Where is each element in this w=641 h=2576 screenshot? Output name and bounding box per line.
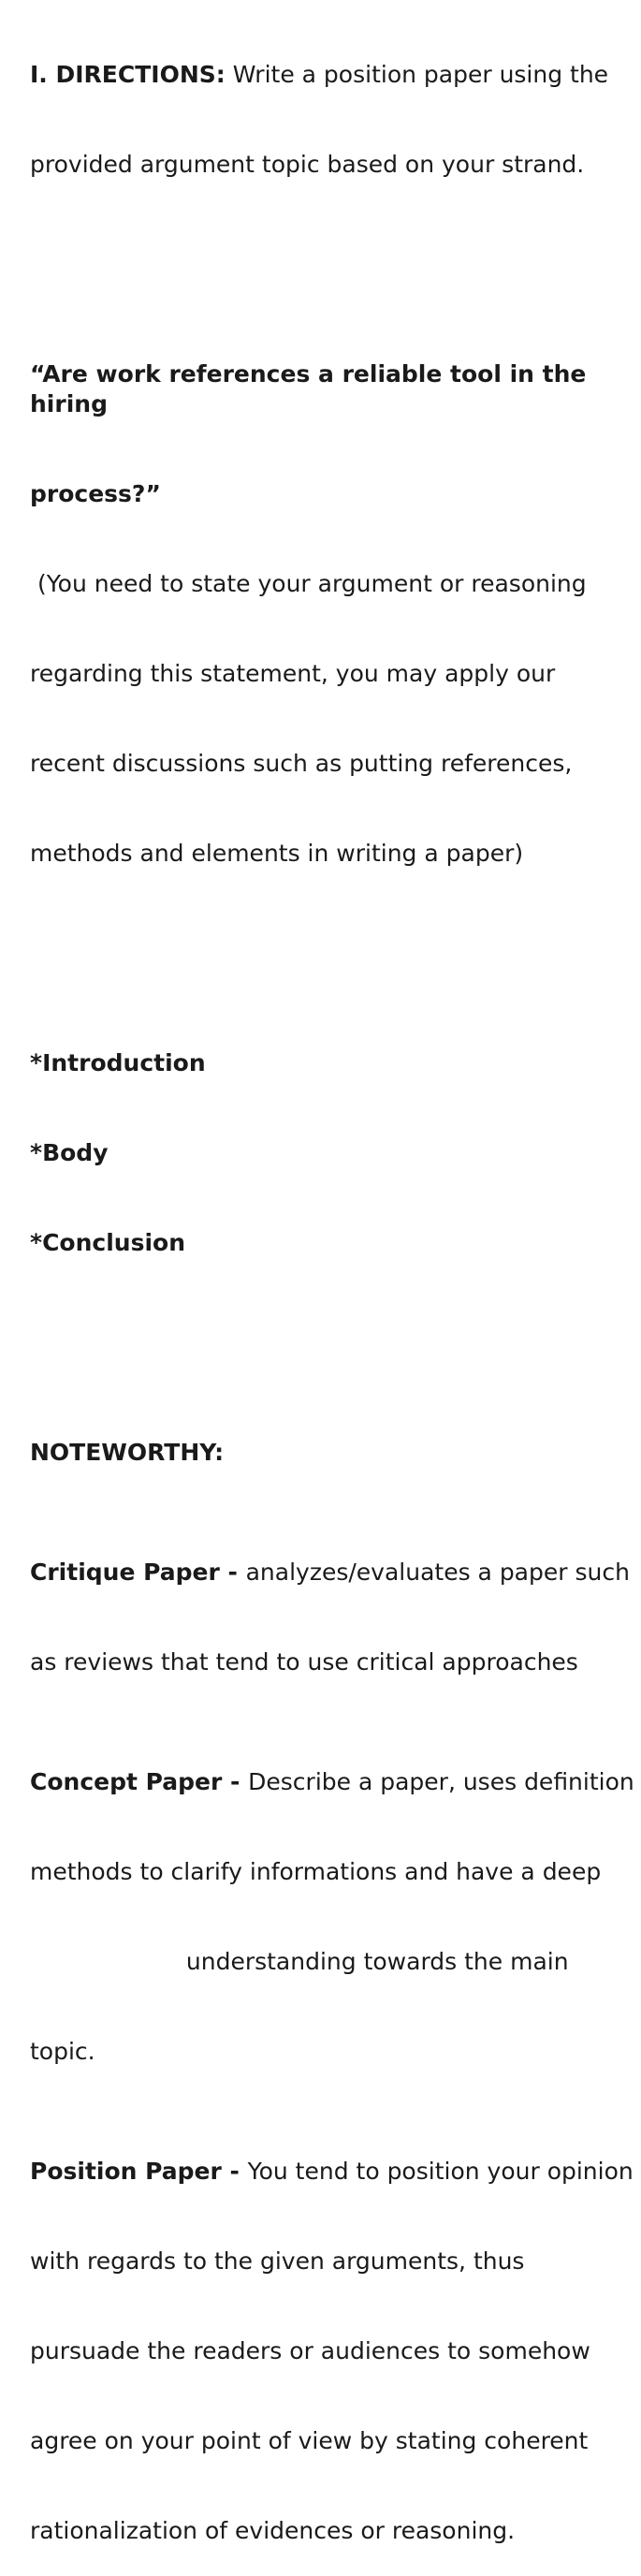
critique-line-1 <box>30 1558 641 1588</box>
position-text: You tend to position your opinion <box>247 2158 634 2185</box>
spacer <box>30 1318 641 1348</box>
position-line-3: pursuade the readers or audiences to somehow <box>30 2337 590 2364</box>
critique-text: analyzes/evaluates a paper such <box>245 1559 630 1586</box>
concept-line-3: understanding towards the main <box>30 1948 569 1975</box>
directions-line-2: provided argument topic based on your strand. <box>30 151 585 178</box>
noteworthy-heading: NOTEWORTHY: <box>30 1439 225 1466</box>
part-introduction: *Introduction <box>30 1049 206 1076</box>
concept-text: Describe a paper, uses definition <box>248 1768 634 1795</box>
concept-line-2: methods to clarify informations and have a deep <box>30 1858 602 1885</box>
spacer <box>30 240 641 270</box>
question-line-1: “Are work references a reliable tool in the hiring <box>30 360 595 417</box>
directions-line-1 <box>30 60 641 90</box>
part-body: *Body <box>30 1139 109 1166</box>
instruction-line-1: (You need to state your argument or reasoning <box>30 570 587 597</box>
concept-line-1 <box>30 1767 641 1797</box>
position-line-1 <box>30 2157 641 2187</box>
concept-label: Concept Paper - <box>30 1768 249 1795</box>
instruction-line-3: recent discussions such as putting references, <box>30 750 573 777</box>
part-conclusion: *Conclusion <box>30 1229 186 1256</box>
position-label: Position Paper - <box>30 2158 248 2185</box>
spacer <box>30 929 641 959</box>
concept-line-4: topic. <box>30 2038 95 2065</box>
directions-label: I. DIRECTIONS: <box>30 61 226 88</box>
question-line-2: process?” <box>30 480 161 507</box>
directions-text: Write a position paper using the <box>225 61 609 88</box>
critique-line-2: as reviews that tend to use critical approaches <box>30 1648 578 1676</box>
critique-label: Critique Paper - <box>30 1559 246 1586</box>
position-line-4: agree on your point of view by stating coherent <box>30 2427 589 2454</box>
position-line-5: rationalization of evidences or reasoning. <box>30 2517 516 2544</box>
position-line-2: with regards to the given arguments, thus <box>30 2247 525 2275</box>
instruction-line-4: methods and elements in writing a paper) <box>30 840 524 867</box>
instruction-line-2: regarding this statement, you may apply our <box>30 660 556 687</box>
